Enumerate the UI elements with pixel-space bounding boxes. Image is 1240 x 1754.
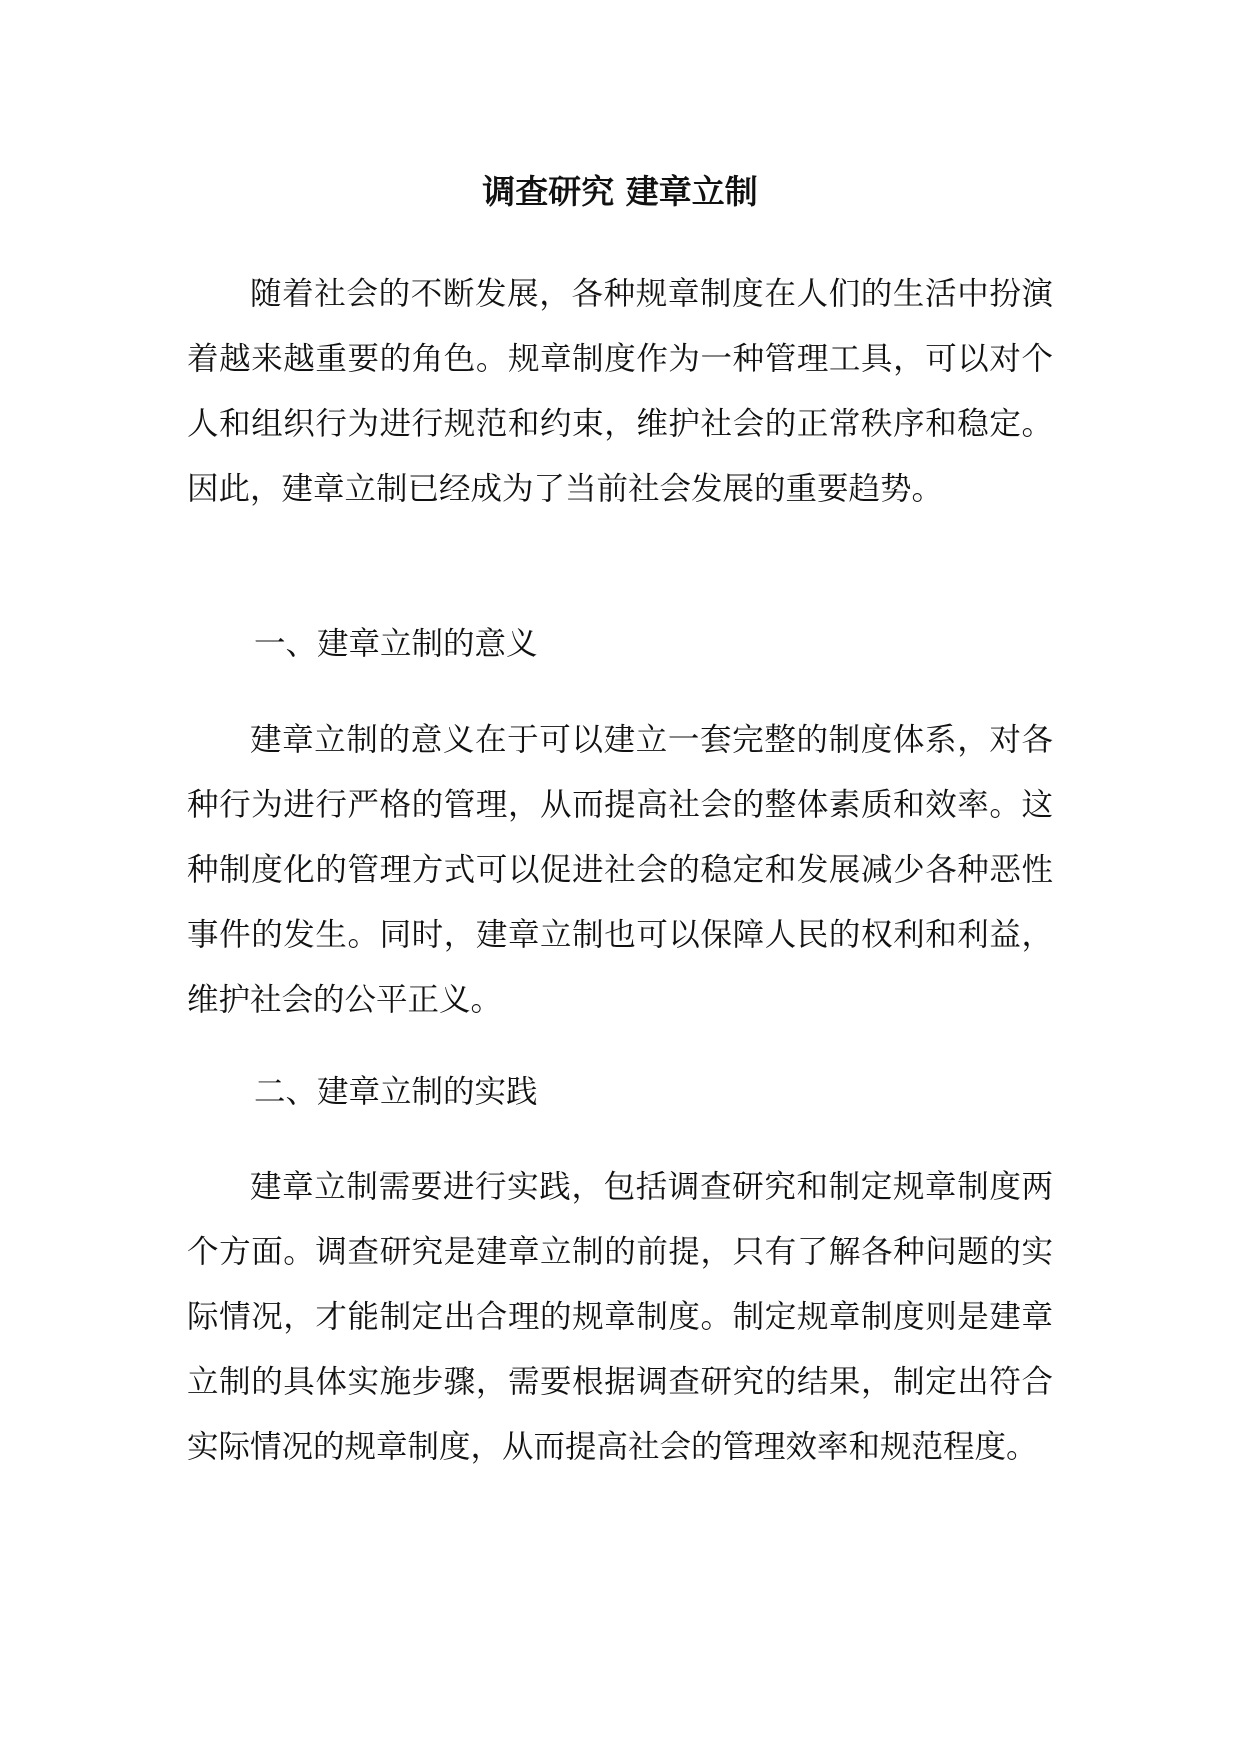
- section-body-significance: 建章立制的意义在于可以建立一套完整的制度体系，对各种行为进行严格的管理，从而提高社会的整体素质和效率。这种制度化的管理方式可以促进社会的稳定和发展减少各种恶性事件的发生。同时，建章立制也可以保障人民的权利和利益，维护社会的公平正义。: [187, 722, 1053, 1018]
- section-heading-practice: 二、建章立制的实践: [254, 1074, 538, 1110]
- document-title: 调查研究 建章立制: [482, 172, 758, 211]
- intro-paragraph: 随着社会的不断发展，各种规章制度在人们的生活中扮演着越来越重要的角色。规章制度作为一种管理工具，可以对个人和组织行为进行规范和约束，维护社会的正常秩序和稳定。因此，建章立制已经成为了当前社会发展的重要趋势。: [187, 276, 1053, 507]
- section-body-practice: 建章立制需要进行实践，包括调查研究和制定规章制度两个方面。调查研究是建章立制的前提，只有了解各种问题的实际情况，才能制定出合理的规章制度。制定规章制度则是建章立制的具体实施步骤，需要根据调查研究的结果，制定出符合实际情况的规章制度，从而提高社会的管理效率和规范程度。: [187, 1169, 1053, 1465]
- section-heading-significance: 一、建章立制的意义: [254, 626, 538, 662]
